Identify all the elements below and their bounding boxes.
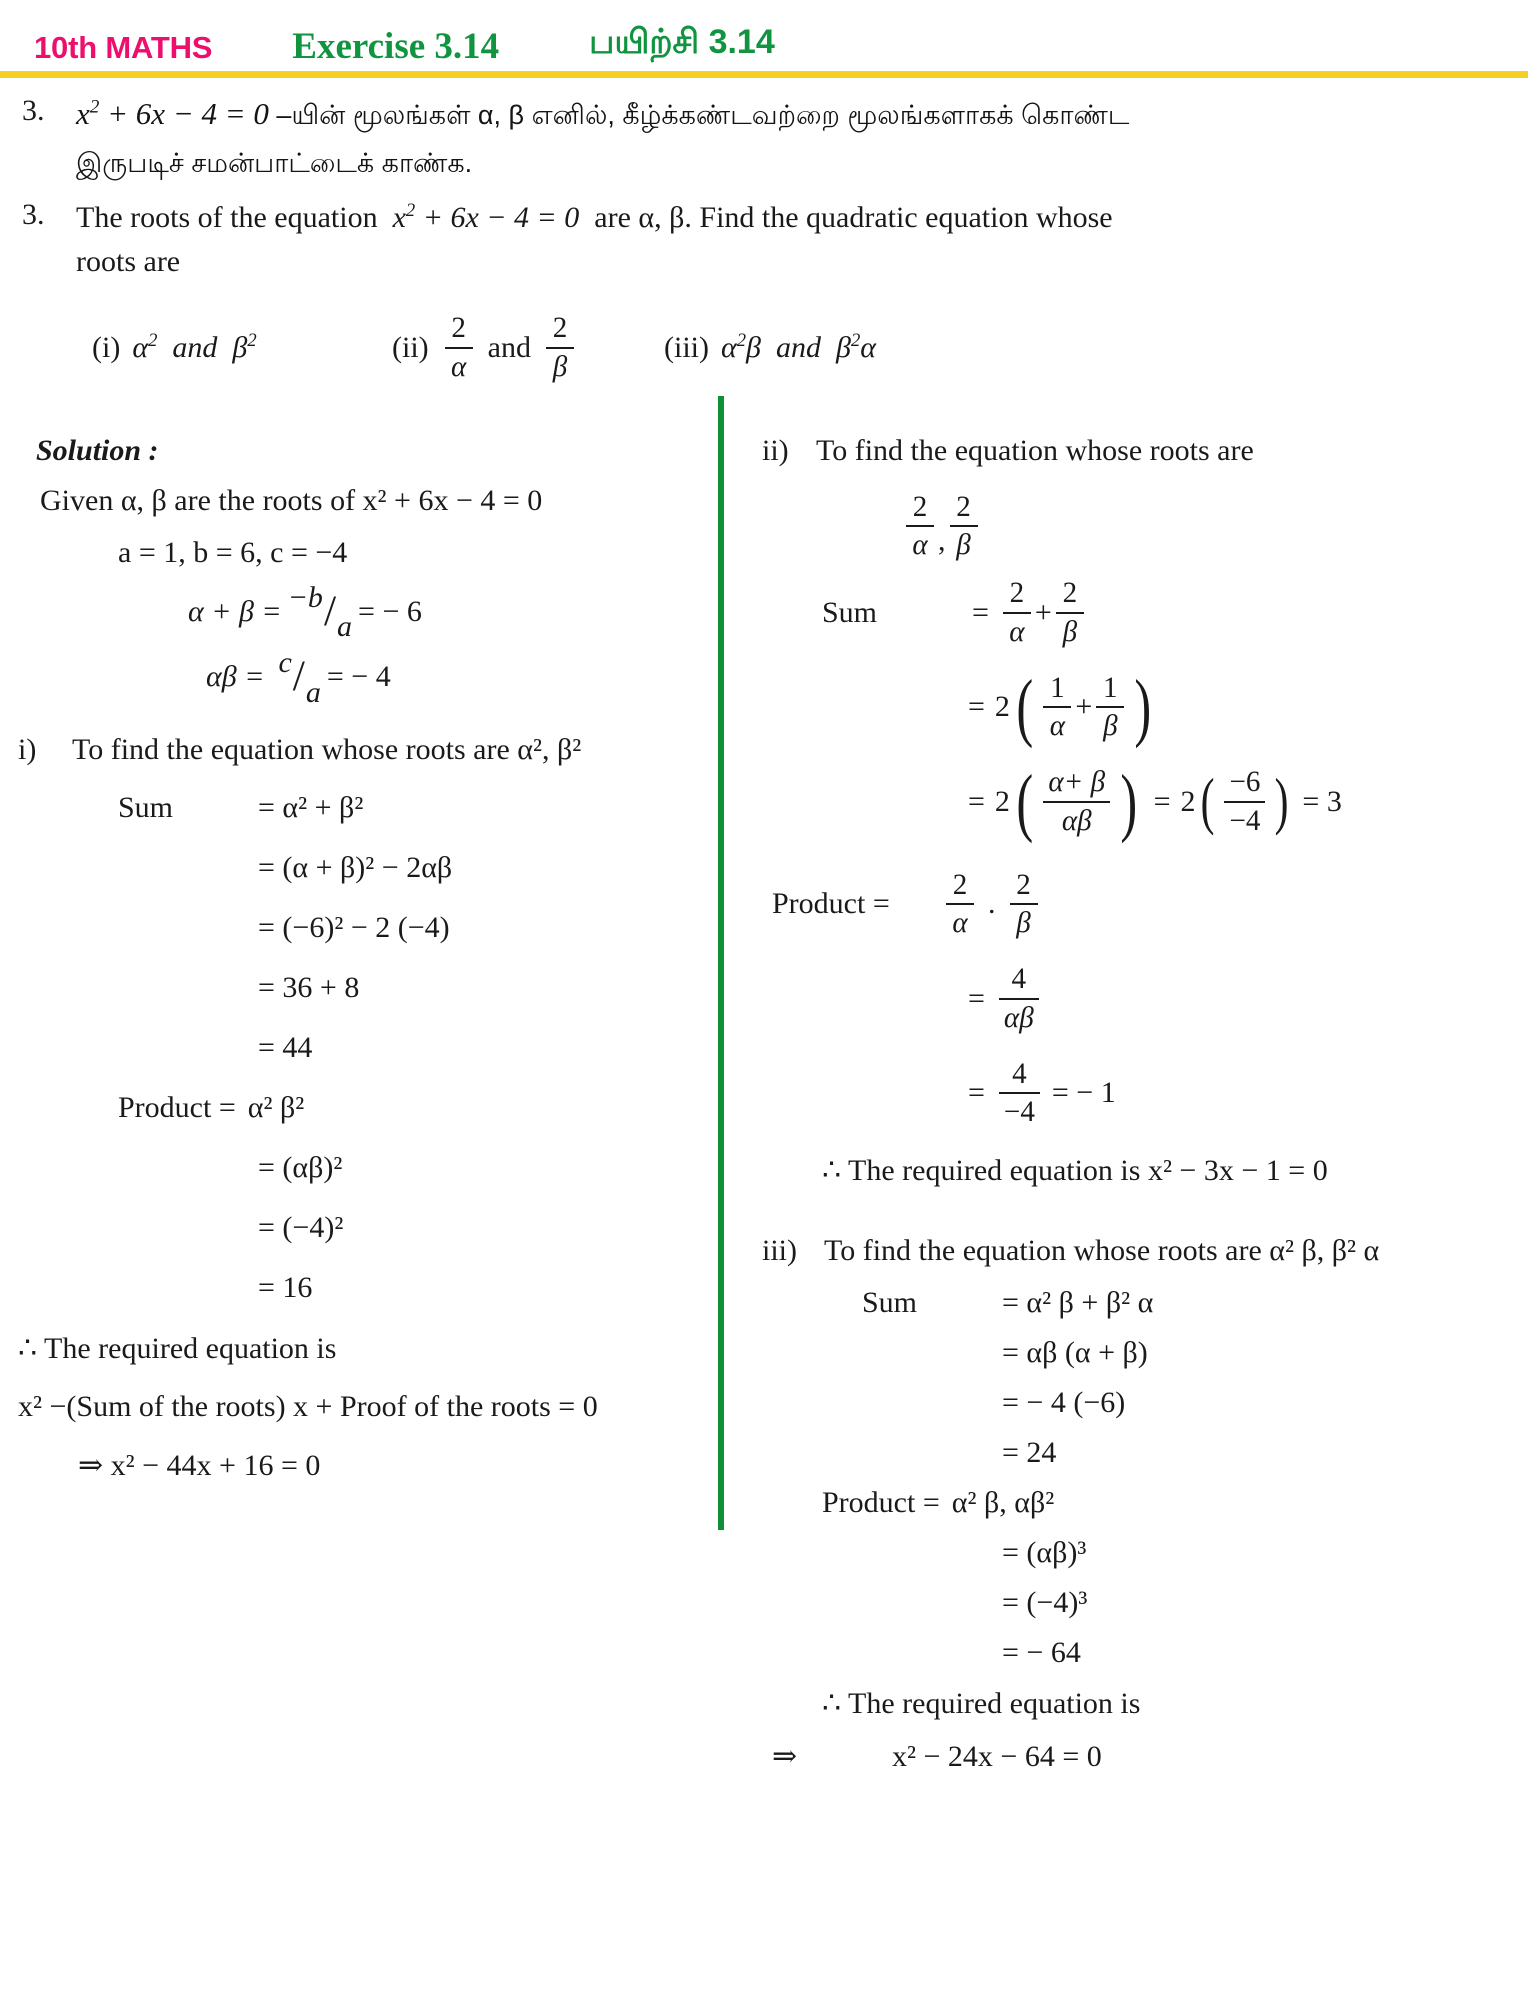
question-number-english: 3. [22, 198, 45, 232]
solution-heading: Solution : [36, 433, 159, 467]
part-i-product-step-2: = 16 [258, 1270, 313, 1304]
part-i-general-form: x² −(Sum of the roots) x + Proof of the roots = 0 [18, 1389, 598, 1423]
part-ii-product-num-4: 4 [1012, 1057, 1027, 1090]
part-ii-sum-coef-4: 2 [1180, 784, 1196, 818]
part-iii-heading: To find the equation whose roots are α² β, β² α [824, 1234, 1380, 1268]
part-ii-product-result: = − 1 [1051, 1076, 1116, 1110]
solution-given-line: Given α, β are the roots of x² + 6x − 4 = 0 [40, 483, 543, 517]
fraction-bar [950, 525, 978, 527]
part-ii-roots-row [762, 492, 1528, 561]
fraction-bar [1224, 801, 1265, 803]
part-ii-sum-fraction-2 [1056, 578, 1084, 647]
roots-options-row [22, 283, 1502, 382]
part-i-sum-step-1: = (α + β)² − 2αβ [258, 850, 453, 884]
option-ii-num-1: 2 [451, 312, 466, 345]
part-iii-heading-row [762, 1234, 1528, 1268]
header-divider-rule [0, 71, 1528, 78]
part-ii-ratio-den-2: −4 [1229, 804, 1261, 837]
left-paren-icon: ( [1016, 664, 1034, 750]
part-ii-sum-row-1 [762, 578, 1528, 647]
part-ii-ratio-num-2: −6 [1229, 766, 1261, 799]
part-i-product-step-2-row [18, 1271, 718, 1305]
part-ii-product-row-3 [762, 1059, 1528, 1128]
part-ii-product-fraction-4 [999, 1059, 1040, 1128]
question-english-line-2: roots are [76, 244, 181, 278]
exercise-title-tamil: பயிற்சி 3.14 [589, 23, 775, 61]
product-frac-denominator: a [305, 675, 321, 709]
part-ii-sum-label: Sum [822, 595, 878, 629]
part-ii-sum-coef-2: 2 [994, 690, 1010, 724]
product-of-roots-label: αβ = [206, 660, 265, 694]
option-ii-den-1: α [451, 350, 467, 383]
part-ii-paren-inner-2 [1037, 767, 1116, 836]
option-ii-and: and [487, 330, 531, 364]
part-ii-product-row-1 [762, 870, 1528, 939]
part-ii-product-row-2 [762, 964, 1528, 1033]
part-ii-sum-coef-3: 2 [994, 784, 1010, 818]
part-ii-sum-num-1: 2 [1009, 577, 1025, 610]
part-ii-product-num-2: 2 [1016, 868, 1031, 901]
option-ii-den-2: β [552, 350, 568, 383]
option-ii-fraction-2 [546, 313, 574, 382]
right-paren-icon: ) [1134, 664, 1152, 750]
fraction-bar [999, 1092, 1040, 1094]
part-i-number: i) [18, 732, 37, 766]
option-i-text: $\alpha^2$ and $\beta^2$ [132, 329, 257, 364]
part-iii-product-row [762, 1486, 1528, 1520]
part-i-sum-step-1-row [18, 851, 718, 885]
part-ii-inv-plus: + [1075, 690, 1093, 724]
part-ii-inv-fraction-1 [1043, 673, 1071, 742]
sum-of-roots-fraction [287, 580, 353, 644]
part-i-product-label: Product = [118, 1090, 236, 1124]
part-ii-root-den-1: α [912, 529, 928, 562]
sum-of-roots-value: = − 6 [358, 594, 422, 628]
question-english-equation: $x^2 + 6x - 4 = 0$ [385, 200, 587, 235]
part-i-product-row [18, 1091, 718, 1125]
part-ii-paren-inner-3 [1218, 767, 1271, 836]
part-i-product-first: α² β² [247, 1090, 305, 1124]
question-english-pre: The roots of the equation [76, 201, 378, 235]
part-i-sum-label: Sum [118, 790, 174, 824]
part-ii-sum-fraction-1 [1003, 578, 1031, 647]
part-iii-product-step-1: = (−4)³ [1002, 1586, 1088, 1620]
part-iii-sum-row [762, 1286, 1528, 1320]
part-ii-product-dot: . [988, 887, 996, 921]
part-ii-eq-4: = [1153, 784, 1171, 818]
part-ii-heading-row [762, 434, 1528, 468]
slash-icon: / [323, 586, 337, 635]
part-ii-sum-num-2: 2 [1062, 577, 1078, 610]
option-ii [392, 313, 664, 382]
right-column [718, 434, 1528, 1801]
part-i-product-step-0-row [18, 1151, 718, 1185]
part-ii-inv-num-2: 1 [1103, 671, 1118, 704]
part-iii-final-row [762, 1739, 1528, 1774]
part-i-sum-step-3-row [18, 971, 718, 1005]
question-english-mid: are α, β. Find the quadratic equation whose [594, 201, 1113, 235]
fraction-bar [999, 998, 1039, 1000]
part-iii-sum-step-0: = α² β + β² α [1002, 1286, 1154, 1320]
part-ii-product-den-2: β [1016, 907, 1031, 940]
part-i-sum-step-4: = 44 [258, 1030, 313, 1064]
part-i-sum-step-2-row [18, 911, 718, 945]
option-i [92, 331, 392, 365]
implies-arrow-icon: ⇒ [772, 1740, 798, 1774]
part-ii-sum-den-1: α [1009, 615, 1025, 648]
part-iii-product-step-1-row [762, 1586, 1528, 1620]
part-ii-number: ii) [762, 433, 789, 467]
fraction-bar [546, 347, 574, 349]
page-header [0, 0, 1528, 78]
part-ii-inv-den-2: β [1103, 710, 1118, 743]
part-ii-product-den-1: α [952, 907, 968, 940]
option-iii-label: (iii) [664, 330, 709, 364]
question-english-line-1 [76, 196, 1502, 240]
part-ii-eq-6: = [968, 1076, 985, 1110]
part-ii-roots-comma: , [938, 524, 946, 558]
solution-coefficients: a = 1, b = 6, c = −4 [118, 535, 348, 569]
fraction-bar [1003, 612, 1031, 614]
question-tamil-equation: $x^2 + 6x - 4 = 0$ [76, 96, 269, 131]
part-iii-product-step-0-row [762, 1536, 1528, 1570]
question-tamil-line-1 [76, 92, 1502, 136]
part-iii-number: iii) [762, 1234, 797, 1268]
part-i-sum-step-3: = 36 + 8 [258, 970, 360, 1004]
part-i-sum-step-0: = α² + β² [258, 790, 364, 824]
part-ii-product-fraction-1 [946, 870, 974, 939]
sum-of-roots-label: α + β = [188, 594, 282, 628]
option-iii [664, 331, 876, 365]
right-paren-icon: ) [1120, 758, 1138, 844]
part-ii-root-fraction-1 [906, 492, 934, 561]
part-ii-eq-2: = [968, 690, 985, 724]
solution-sum-of-roots [18, 580, 718, 644]
sum-frac-numerator: −b [287, 580, 323, 614]
part-i-heading-row [18, 733, 718, 767]
part-ii-eq-5: = [968, 981, 985, 1015]
part-i-product-step-0: = (αβ)² [258, 1150, 343, 1184]
part-iii-product-first: α² β, αβ² [951, 1486, 1055, 1520]
part-ii-eq-1: = [972, 595, 989, 629]
question-tamil-row [22, 92, 1502, 182]
part-ii-paren-inner-1 [1037, 673, 1130, 742]
part-ii-product-num-1: 2 [952, 868, 968, 901]
fraction-bar [1010, 903, 1038, 905]
part-iii-sum-label: Sum [862, 1286, 918, 1320]
question-tamil-line-2: இருபடிச் சமன்பாட்டைக் காண்க. [76, 148, 473, 179]
part-ii-paren-group-2 [1012, 758, 1142, 844]
part-ii-ratio-fraction-1 [1043, 767, 1110, 836]
option-i-label: (i) [92, 330, 121, 364]
part-ii-sum-result: = 3 [1302, 784, 1342, 818]
slash-icon: / [292, 652, 305, 701]
fraction-bar [445, 347, 473, 349]
part-iii-sum-step-1: = αβ (α + β) [1002, 1336, 1148, 1370]
part-iii-sum-step-2-row [762, 1386, 1528, 1420]
part-ii-inv-num-1: 1 [1050, 671, 1065, 704]
fraction-bar [906, 525, 934, 527]
product-frac-numerator: c [278, 646, 292, 680]
solution-columns [0, 382, 1528, 1801]
left-column [0, 434, 718, 1801]
part-ii-inv-fraction-2 [1096, 673, 1124, 742]
part-ii-sum-den-2: β [1062, 615, 1078, 648]
part-i-product-step-1: = (−4)² [258, 1210, 344, 1244]
sum-frac-denominator: a [337, 610, 353, 644]
part-i-product-step-1-row [18, 1211, 718, 1245]
question-number-tamil: 3. [22, 94, 45, 127]
fraction-bar [1056, 612, 1084, 614]
part-ii-inv-den-1: α [1049, 710, 1066, 743]
part-ii-paren-group-1 [1012, 664, 1156, 750]
part-i-sum-step-2: = (−6)² − 2 (−4) [258, 910, 450, 944]
part-ii-sum-plus-1: + [1034, 595, 1052, 629]
option-ii-num-2: 2 [552, 312, 568, 345]
part-i-sum-row [18, 791, 718, 825]
column-divider [718, 396, 724, 1530]
product-of-roots-value: = − 4 [326, 660, 391, 694]
part-i-sum-step-4-row [18, 1031, 718, 1065]
fraction-bar [1096, 706, 1124, 708]
question-block [0, 78, 1528, 382]
part-ii-product-fraction-2 [1010, 870, 1038, 939]
part-ii-ratio-num-1: α+ β [1048, 766, 1106, 799]
part-ii-product-den-4: −4 [1003, 1096, 1035, 1129]
option-iii-text: $\alpha^2\beta$ and $\beta^2\alpha$ [721, 329, 876, 364]
option-ii-fraction-1 [445, 313, 473, 382]
right-paren-icon: ) [1275, 766, 1289, 837]
solution-product-of-roots [18, 646, 718, 709]
part-ii-product-num-3: 4 [1011, 963, 1027, 996]
part-ii-sum-row-3 [762, 758, 1528, 844]
part-ii-root-fraction-2 [950, 492, 978, 561]
part-ii-root-num-2: 2 [956, 490, 971, 523]
left-paren-icon: ( [1016, 758, 1034, 844]
question-tamil-text-1: –யின் மூலங்கள் α, β எனில், கீழ்க்கண்டவற்றை மூலங்களாகக் கொண்ட [276, 100, 1130, 130]
question-english-row [22, 196, 1502, 283]
left-paren-icon: ( [1201, 766, 1215, 837]
fraction-bar [1043, 706, 1071, 708]
part-iii-product-step-2-row [762, 1636, 1528, 1670]
part-ii-root-num-1: 2 [912, 490, 928, 523]
part-iii-sum-step-2: = − 4 (−6) [1002, 1386, 1126, 1420]
part-iii-product-label: Product = [822, 1486, 940, 1520]
part-ii-product-den-3: αβ [1003, 1001, 1034, 1034]
part-ii-conclusion: ∴ The required equation is x² − 3x − 1 = 0 [822, 1154, 1328, 1188]
part-iii-sum-step-1-row [762, 1336, 1528, 1370]
part-i-heading: To find the equation whose roots are α², β² [72, 732, 582, 766]
part-iii-sum-step-3: = 24 [1002, 1436, 1057, 1470]
brand-label: 10th MATHS [34, 30, 213, 65]
part-ii-ratio-den-1: αβ [1061, 804, 1092, 837]
fraction-bar [1043, 801, 1110, 803]
part-i-final-equation: ⇒ x² − 44x + 16 = 0 [78, 1448, 321, 1482]
part-ii-product-label: Product = [772, 887, 890, 921]
part-ii-root-den-2: β [956, 529, 971, 562]
exercise-title-english: Exercise 3.14 [292, 26, 500, 67]
part-iii-product-step-2: = − 64 [1002, 1636, 1081, 1670]
part-ii-eq-3: = [968, 784, 985, 818]
part-i-conclusion: ∴ The required equation is [18, 1331, 337, 1365]
product-of-roots-fraction [278, 646, 321, 709]
part-ii-sum-row-2 [762, 664, 1528, 750]
part-ii-product-fraction-3 [999, 964, 1039, 1033]
part-ii-heading: To find the equation whose roots are [816, 433, 1254, 467]
part-iii-sum-step-3-row [762, 1436, 1528, 1470]
fraction-bar [946, 903, 974, 905]
part-iii-final-equation: x² − 24x − 64 = 0 [892, 1739, 1102, 1773]
part-iii-product-step-0: = (αβ)³ [1002, 1536, 1087, 1570]
part-ii-paren-group-3 [1197, 767, 1292, 836]
option-ii-label: (ii) [392, 330, 429, 364]
part-ii-ratio-fraction-2 [1224, 767, 1265, 836]
part-iii-conclusion: ∴ The required equation is [822, 1687, 1141, 1721]
